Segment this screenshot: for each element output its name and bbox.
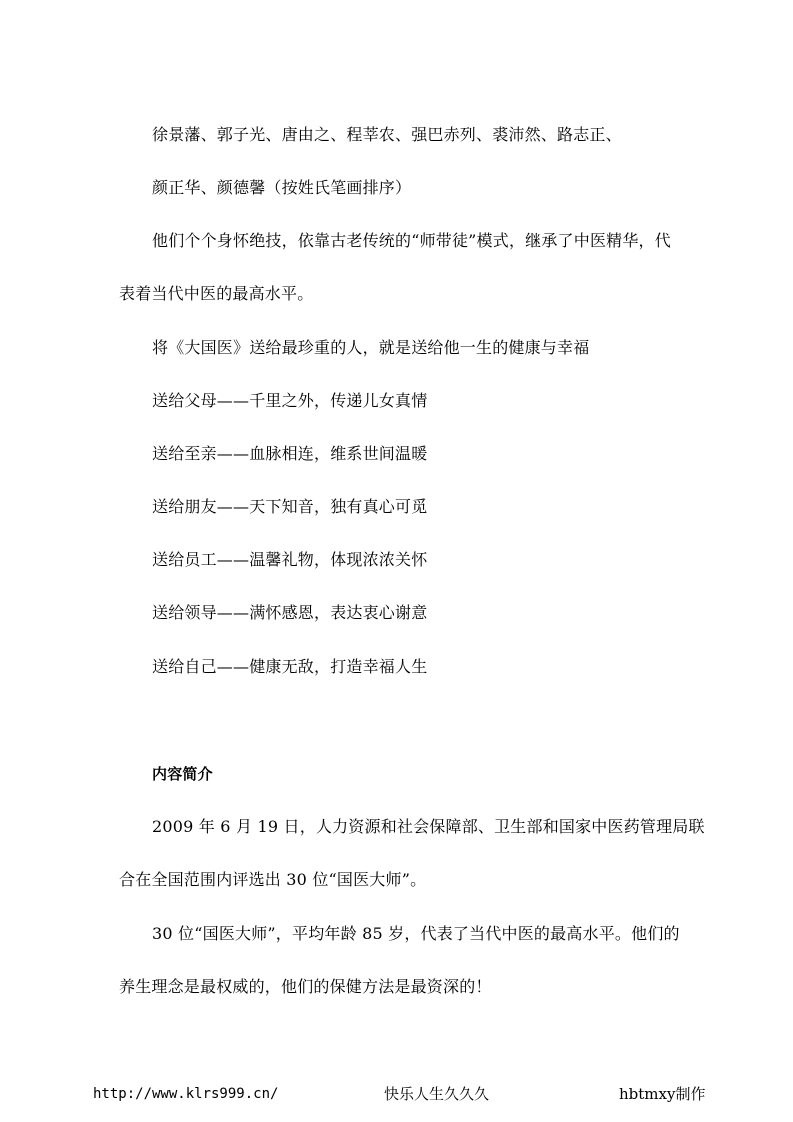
- description-line-2: 表着当代中医的最高水平。: [119, 284, 314, 303]
- gift-employees: 送给员工——温馨礼物，体现浓浓关怀: [152, 550, 428, 569]
- gift-leaders: 送给领导——满怀感恩，表达衷心谢意: [152, 603, 428, 622]
- gift-parents: 送给父母——千里之外，传递儿女真情: [152, 391, 428, 410]
- gift-friends: 送给朋友——天下知音，独有真心可觅: [152, 497, 428, 516]
- summary-line-2: 合在全国范围内评选出 30 位“国医大师”。: [119, 870, 427, 889]
- description-line-1: 他们个个身怀绝技，依靠古老传统的“师带徒”模式，继承了中医精华，代: [152, 231, 671, 250]
- summary-line-4: 养生理念是最权威的，他们的保健方法是最资深的！: [119, 977, 492, 996]
- gift-relatives: 送给至亲——血脉相连，维系世间温暖: [152, 444, 428, 463]
- gift-intro: 将《大国医》送给最珍重的人，就是送给他一生的健康与幸福: [152, 338, 590, 357]
- masters-list-line-2: 颜正华、颜德馨（按姓氏笔画排序）: [152, 178, 412, 197]
- summary-line-3: 30 位“国医大师”，平均年龄 85 岁，代表了当代中医的最高水平。他们的: [152, 924, 680, 943]
- summary-line-1: 2009 年 6 月 19 日，人力资源和社会保障部、卫生部和国家中医药管理局联: [152, 817, 705, 836]
- masters-list-line-1: 徐景藩、郭子光、唐由之、程莘农、强巴赤列、裘沛然、路志正、: [152, 125, 622, 144]
- footer-slogan: 快乐人生久久久: [384, 1085, 490, 1103]
- footer-url-link[interactable]: http://www.klrs999.cn/: [93, 1086, 279, 1102]
- gift-self: 送给自己——健康无敌，打造幸福人生: [152, 657, 428, 676]
- footer-credit: hbtmxy制作: [619, 1085, 706, 1103]
- section-heading: 内容简介: [152, 765, 213, 783]
